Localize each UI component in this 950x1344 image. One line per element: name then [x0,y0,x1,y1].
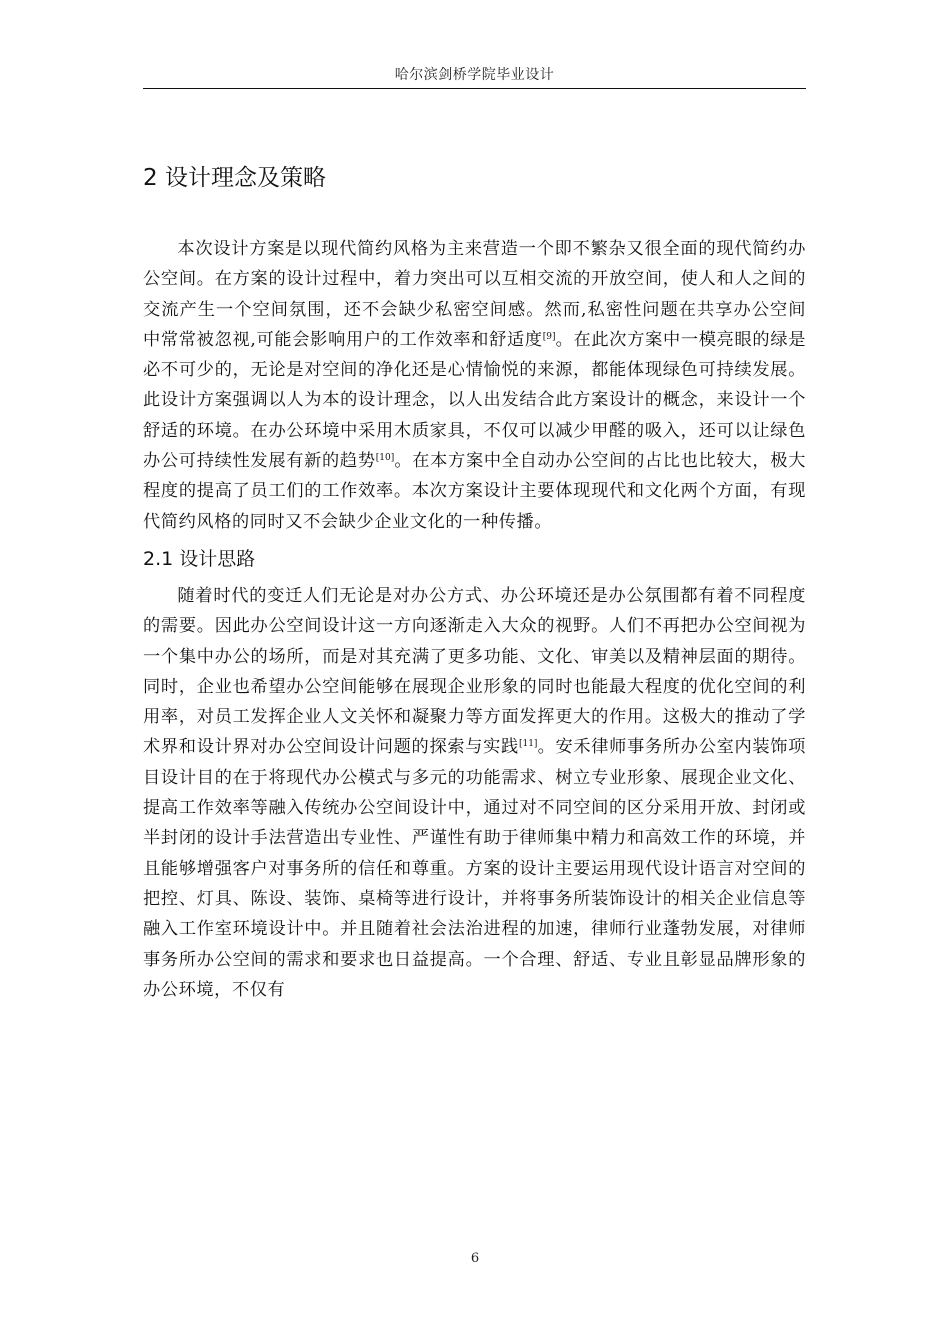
paragraph-text: 。在本方案中全自动办公空间的占比也比较大，极大程度的提高了员工们的工作效率。本次方案设计主要体现现代和文化两个方面，有现代简约风格的同时又不会缺少企业文化的一种传播。 [143,451,806,532]
citation-ref: [11] [518,739,538,750]
paragraph-text: 。在此次方案中一模亮眼的绿是必不可少的，无论是对空间的净化还是心情愉悦的来源，都能体现绿色可持续发展。此设计方案强调以人为本的设计理念，以人出发结合此方案设计的概念，来设计一个舒适的环境。在办公环境中采用木质家具，不仅可以减少甲醛的吸入，还可以让绿色办公可持续性发展有新的趋势 [143,329,807,472]
running-header: 哈尔滨剑桥学院毕业设计 [394,67,555,83]
subsection-heading: 2.1 设计思路 [143,547,256,570]
paragraph-text: 本次设计方案是以现代简约风格为主来营造一个即不繁杂又很全面的现代简约办公空间。在方案的设计过程中，着力突出可以互相交流的开放空间，使人和人之间的交流产生一个空间氛围，还不会缺少私密空间感。然而,私密性问题在共享办公空间中常常被忽视,可能会影响用户的工作效率和舒适度 [143,239,806,350]
page-body [143,156,806,1005]
section-paragraph [143,234,806,537]
section-heading: 2 设计理念及策略 [143,165,326,191]
subsection-paragraph [143,581,806,1005]
header-divider [143,88,806,89]
citation-ref: [10] [375,453,395,464]
paragraph-text: 随着时代的变迁人们无论是对办公方式、办公环境还是办公氛围都有着不同程度的需要。因此办公空间设计这一方向逐渐走入大众的视野。人们不再把办公空间视为一个集中办公的场所，而是对其充满了更多功能、文化、审美以及精神层面的期待。同时，企业也希望办公空间能够在展现企业形象的同时也能最大程度的优化空间的利用率，对员工发挥企业人文关怀和凝聚力等方面发挥更大的作用。这极大的推动了学术界和设计界对办公空间设计问题的探索与实践 [143,585,806,758]
page-number: 6 [470,1251,480,1266]
citation-ref: [9] [542,331,556,342]
paragraph-text: 。安禾律师事务所办公室内装饰项目设计目的在于将现代办公模式与多元的功能需求、树立专业形象、展现企业文化、提高工作效率等融入传统办公空间设计中，通过对不同空间的区分采用开放、封闭或半封闭的设计手法营造出专业性、严谨性有助于律师集中精力和高效工作的环境，并且能够增强客户对事务所的信任和尊重。方案的设计主要运用现代设计语言对空间的把控、灯具、陈设、装饰、桌椅等进行设计，并将事务所装饰设计的相关企业信息等融入工作室环境设计中。并且随着社会法治进程的加速，律师行业蓬勃发展，对律师事务所办公空间的需求和要求也日益提高。一个合理、舒适、专业且彰显品牌形象的办公环境，不仅有 [143,737,806,1000]
